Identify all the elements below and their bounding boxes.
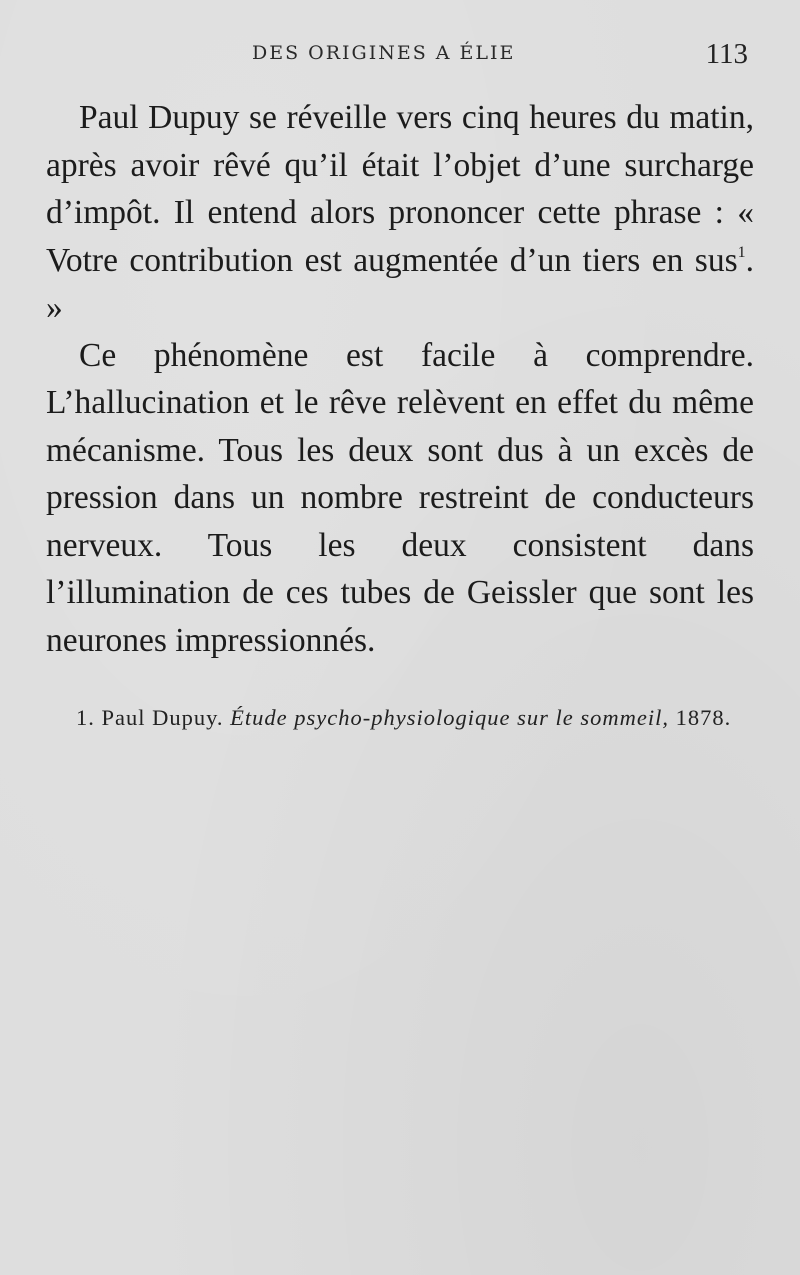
footnote-number: 1. <box>76 705 95 730</box>
running-title: DES ORIGINES A ÉLIE <box>252 42 516 64</box>
paragraph-1-text: Paul Dupuy se réveille vers cinq heures du matin, après avoir rêvé qu’il était l’objet d’une surcharge d’impôt. Il entend alors prononcer cette phrase : « Votre contribution est augmentée d’un tiers en sus <box>46 99 754 279</box>
paragraph-1 <box>46 94 754 332</box>
footnote-title: Étude psycho-physiologique sur le sommeil, <box>230 705 669 730</box>
body-text <box>46 94 754 664</box>
paragraph-1-closing: . » <box>46 241 754 326</box>
footnote-reference: 1 <box>737 243 746 261</box>
footnote-author: Paul Dupuy. <box>101 705 224 730</box>
running-head <box>0 38 800 78</box>
footnote-year: 1878. <box>675 705 732 730</box>
footnote-line <box>48 702 754 733</box>
page-number: 113 <box>705 38 748 70</box>
footnote <box>48 702 754 733</box>
paragraph-2: Ce phénomène est facile à comprendre. L’hallucination et le rêve relèvent en effet du même mécanisme. Tous les deux sont dus à un excès de pression dans un nombre restreint de conducteurs nerveux. Tous les deux consistent dans l’illumination de ces tubes de Geissler que sont les neurones impressionnés. <box>46 336 754 659</box>
